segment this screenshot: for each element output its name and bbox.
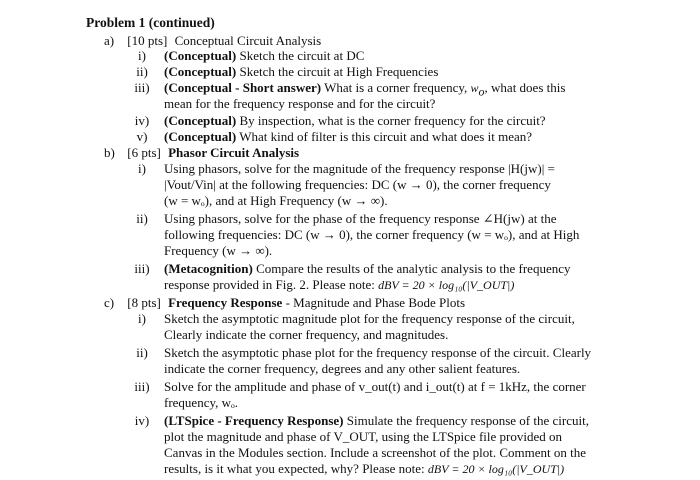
part-c-label: c) [104, 295, 115, 310]
item-text: following frequencies: DC (w → 0), the corner frequency (w = wₒ), and at High [164, 227, 580, 242]
part-b-header [104, 145, 299, 160]
part-b-points: [6 pts] [127, 145, 161, 160]
item-text: By inspection, what is the corner frequency for the circuit? [239, 113, 546, 128]
item-text: Simulate the frequency response of the circuit, [346, 413, 589, 428]
part-b-heading: Phasor Circuit Analysis [168, 145, 300, 160]
part-a-points: [10 pts] [127, 33, 168, 48]
item-text: Sketch the asymptotic magnitude plot for the frequency response of the circuit, [164, 311, 575, 326]
item-number: ii) [136, 64, 148, 79]
item-number: iii) [134, 379, 150, 394]
formula-dbv: dBV = 20 × log₁₀(|V_OUT|) [378, 278, 515, 292]
item-text: Sketch the asymptotic phase plot for the frequency response of the circuit. Clearly [164, 345, 592, 360]
item-text: Solve for the amplitude and phase of v_out(t) and i_out(t) at f = 1kHz, the corner [164, 379, 586, 394]
item-lead: (Conceptual) [164, 113, 237, 128]
item-text: What is a corner frequency, [324, 80, 468, 95]
item-text: Using phasors, solve for the phase of the frequency response ∠H(jw) at the [164, 211, 557, 226]
item-lead: (Conceptual - Short answer) [164, 80, 322, 95]
item-text: What kind of filter is this circuit and what does it mean? [239, 129, 533, 144]
item-number: ii) [136, 211, 148, 226]
item-lead: (Conceptual) [164, 48, 237, 63]
item-text: Sketch the circuit at DC [239, 48, 365, 63]
item-number: ii) [136, 345, 148, 360]
item-number: i) [138, 48, 146, 63]
formula-dbv: dBV = 20 × log₁₀(|V_OUT|) [427, 462, 565, 476]
item-number: i) [138, 161, 146, 176]
item-text: response provided in Fig. 2. Please note: [164, 277, 375, 292]
item-text: , what does this [484, 80, 566, 95]
item-text: |Vout/Vin| at the following frequencies: DC (w → 0), the corner frequency [164, 177, 551, 192]
item-text: plot the magnitude and phase of V_OUT, using the LTSpice file provided on [164, 429, 562, 444]
item-text: mean for the frequency response and for the circuit? [164, 96, 436, 111]
problem-title: Problem 1 (continued) [86, 15, 215, 30]
item-text: results, is it what you expected, why? Please note: [164, 461, 425, 476]
part-c-heading: Frequency Response [168, 295, 283, 310]
symbol-subscript: o [478, 84, 485, 99]
item-lead: (Conceptual) [164, 64, 237, 79]
item-lead: (LTSpice - Frequency Response) [164, 413, 344, 428]
item-text: Frequency (w → ∞). [164, 243, 273, 258]
item-number: i) [138, 311, 146, 326]
item-text: Canvas in the Modules section. Include a screenshot of the plot. Comment on the [164, 445, 587, 460]
part-b-label: b) [104, 145, 115, 160]
item-number: iii) [134, 80, 150, 95]
part-c-header [104, 295, 465, 310]
item-lead: (Metacognition) [164, 261, 253, 276]
item-text: Sketch the circuit at High Frequencies [239, 64, 439, 79]
symbol-w: w [470, 81, 479, 95]
item-number: v) [136, 129, 148, 144]
part-a-header [104, 33, 321, 48]
item-text: Using phasors, solve for the magnitude of the frequency response |H(jw)| = [164, 161, 555, 176]
item-text: Clearly indicate the corner frequency, and magnitudes. [164, 327, 449, 342]
item-text: indicate the corner frequency, degrees and any other salient features. [164, 361, 521, 376]
part-c-heading-rest: - Magnitude and Phase Bode Plots [282, 295, 466, 310]
item-text: frequency, wₒ. [164, 395, 239, 410]
item-lead: (Conceptual) [164, 129, 237, 144]
part-a-heading: Conceptual Circuit Analysis [174, 33, 322, 48]
item-number: iii) [134, 261, 150, 276]
part-a-label: a) [104, 33, 115, 48]
item-number: iv) [134, 113, 150, 128]
item-text: (w = wₒ), and at High Frequency (w → ∞). [164, 193, 388, 208]
item-number: iv) [134, 413, 150, 428]
part-c-points: [8 pts] [127, 295, 161, 310]
item-text: Compare the results of the analytic analysis to the frequency [256, 261, 571, 276]
